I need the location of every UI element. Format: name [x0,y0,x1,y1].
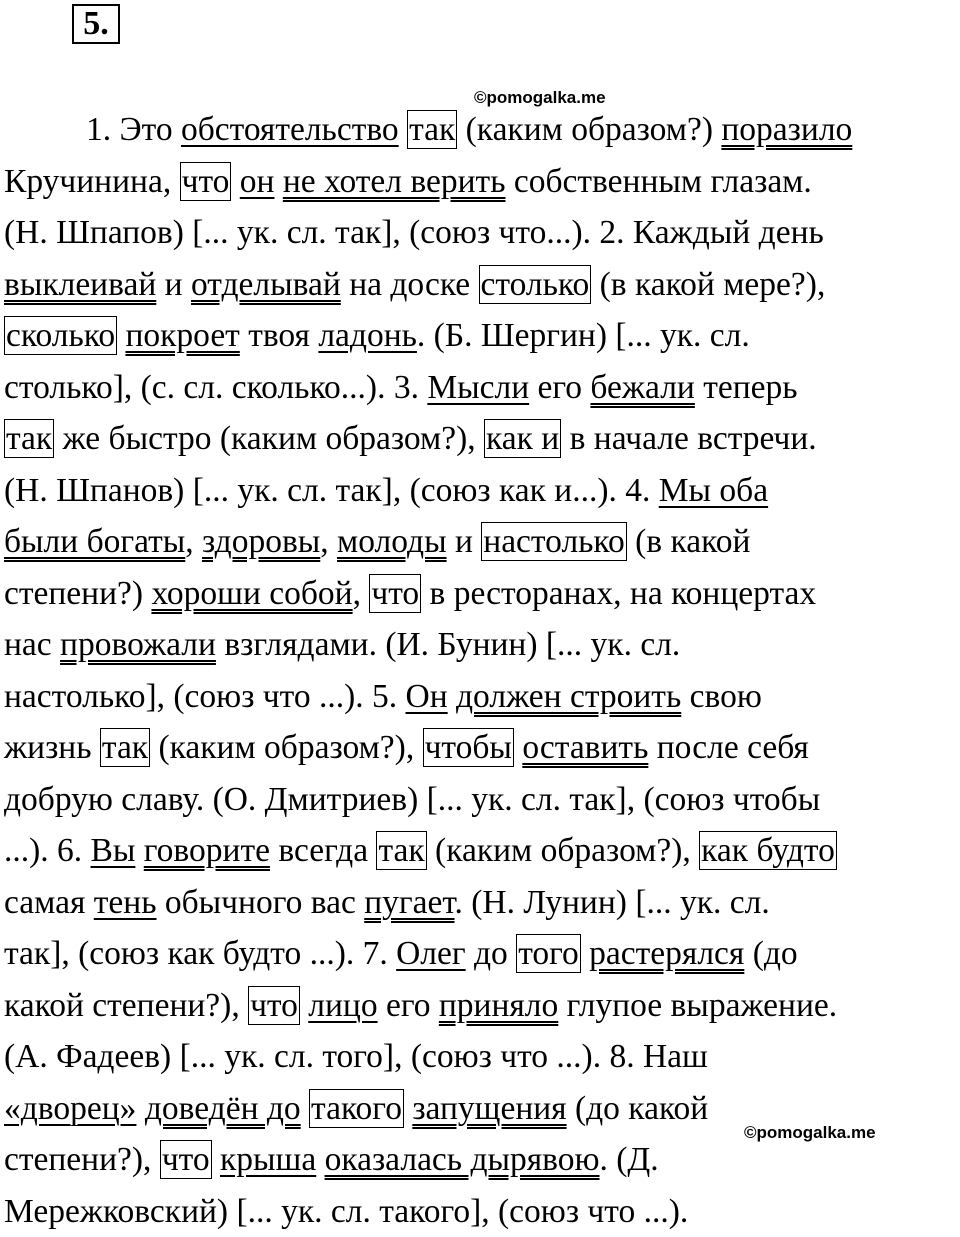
predicate-underline: бежали [590,369,694,406]
predicate-underline: здоровы [202,523,320,560]
predicate-underline: говорите [144,832,270,869]
subject-underline: Мысли [427,369,529,406]
text-line [4,156,960,208]
text-segment: , [185,523,202,560]
text-segment [135,832,143,869]
boxed-word: что [160,1140,212,1179]
predicate-underline: оказалась дырявою [325,1141,600,1178]
text-segment: Кручинина, [4,163,180,200]
text-segment [316,1141,324,1178]
text-segment: . (Б. Шергин) [... ук. сл. [417,317,750,354]
predicate-underline: растерялся [589,935,744,972]
text-segment: (в какой [627,523,751,560]
text-segment: в ресторанах, на концертах [421,575,816,612]
text-line [4,104,960,156]
predicate-underline: запущения [412,1090,566,1127]
boxed-word: так [4,419,54,458]
predicate-underline: доведён до [145,1090,301,1127]
text-line [4,774,960,826]
text-segment: и [156,266,191,303]
text-segment: . (Н. Лунин) [... ук. сл. [455,884,770,921]
subject-underline: «дворец» [4,1090,136,1127]
text-line [4,825,960,877]
text-line [4,980,960,1032]
text-segment: (Н. Шпапов) [... ук. сл. так], (союз что...). 2. Каждый день [4,214,824,251]
text-segment: ...). 6. [4,832,91,869]
text-segment: обычного вас [157,884,365,921]
text-line [4,310,960,362]
text-line [4,259,960,311]
predicate-underline: хороши собой [151,575,352,612]
text-segment: степени?), [4,1141,160,1178]
text-line [4,1186,960,1237]
text-segment [301,1090,309,1127]
text-segment: настолько], (союз что ...). 5. [4,678,406,715]
text-segment: до [466,935,517,972]
predicate-underline: покроет [125,317,239,354]
boxed-word: настолько [481,522,627,561]
text-segment: 1. Это [86,111,181,148]
watermark-bottom: ©pomogalka.me [744,1123,876,1143]
subject-underline: тень [94,884,157,921]
text-line [4,722,960,774]
text-line [4,619,960,671]
subject-underline: ладонь [318,317,417,354]
boxed-word: что [180,162,232,201]
text-line [4,1031,960,1083]
text-segment: степени?) [4,575,151,612]
text-segment [300,987,308,1024]
subject-underline: обстоятельство [181,111,399,148]
text-segment: (Н. Шпанов) [... ук. сл. так], (союз как и...). 4. [4,472,659,509]
text-segment: . (Д. [600,1141,659,1178]
text-segment: собственным глазам. [505,163,811,200]
text-segment [448,678,456,715]
text-segment: твоя [240,317,319,354]
boxed-word: как и [484,419,561,458]
boxed-word: так [407,110,457,149]
text-segment: (каким образом?) [457,111,721,148]
text-segment: (в какой мере?), [591,266,825,303]
text-segment: и [447,523,482,560]
watermark-top: ©pomogalka.me [474,88,606,108]
text-segment: глупое выражение. [558,987,837,1024]
text-segment: его [378,987,439,1024]
text-segment: всегда [270,832,377,869]
text-line [4,568,960,620]
text-segment [274,163,282,200]
boxed-word: такого [309,1089,404,1128]
text-line [4,516,960,568]
text-line [4,877,960,929]
text-line [4,928,960,980]
boxed-word: так [100,728,150,767]
text-segment: столько], (с. сл. сколько...). 3. [4,369,427,406]
boxed-word: столько [479,265,592,304]
text-line [4,413,960,465]
text-segment: так], (союз как будто ...). 7. [4,935,396,972]
predicate-underline: поразило [721,111,852,148]
text-segment: добрую славу. (О. Дмитриев) [... ук. сл. так], (союз чтобы [4,781,820,818]
text-segment: нас [4,626,60,663]
predicate-underline: должен строить [456,678,681,715]
text-line [4,465,960,517]
task-number-box: 5. [72,4,120,44]
boxed-word: сколько [4,316,117,355]
predicate-underline: были богаты [4,523,185,560]
text-segment: (до какой [567,1090,709,1127]
text-segment: самая [4,884,94,921]
text-line [4,362,960,414]
text-segment [399,111,407,148]
text-segment: свою [681,678,762,715]
boxed-word: того [516,934,581,973]
predicate-underline: молоды [337,523,447,560]
predicate-underline: не хотел верить [283,163,506,200]
text-segment: жизнь [4,729,100,766]
text-segment: же быстро (каким образом?), [54,420,484,457]
text-segment: (до [744,935,797,972]
predicate-underline: пугает [364,884,454,921]
text-segment: взглядами. (И. Бунин) [... ук. сл. [216,626,680,663]
predicate-underline: отделывай [191,266,341,303]
text-line [4,671,960,723]
text-segment: его [529,369,590,406]
predicate-underline: приняло [439,987,558,1024]
text-segment [231,163,239,200]
subject-underline: Вы [91,832,136,869]
text-segment [136,1090,144,1127]
text-segment [212,1141,220,1178]
text-segment: Мережковский) [... ук. сл. такого], (союз что ...). [4,1193,688,1230]
subject-underline: Мы оба [659,472,768,509]
subject-underline: он [240,163,275,200]
text-segment: после себя [648,729,808,766]
text-segment: какой степени?), [4,987,248,1024]
subject-underline: Он [406,678,448,715]
subject-underline: лицо [308,987,377,1024]
subject-underline: крыша [220,1141,316,1178]
text-segment [581,935,589,972]
predicate-underline: выклеивай [4,266,156,303]
boxed-word: что [248,986,300,1025]
text-segment: (каким образом?), [150,729,422,766]
predicate-underline: оставить [522,729,648,766]
text-line [4,207,960,259]
exercise-text [4,104,960,1237]
text-segment: в начале встречи. [561,420,816,457]
boxed-word: так [376,831,426,870]
text-segment: теперь [695,369,798,406]
boxed-word: как будто [699,831,837,870]
text-segment: (каким образом?), [427,832,699,869]
text-segment: , [320,523,337,560]
subject-underline: Олег [396,935,466,972]
predicate-underline: провожали [60,626,216,663]
boxed-word: что [369,574,421,613]
boxed-word: чтобы [423,728,514,767]
text-segment: , [353,575,370,612]
text-segment: на доске [341,266,479,303]
text-segment: (А. Фадеев) [... ук. сл. того], (союз что ...). 8. Наш [4,1038,708,1075]
